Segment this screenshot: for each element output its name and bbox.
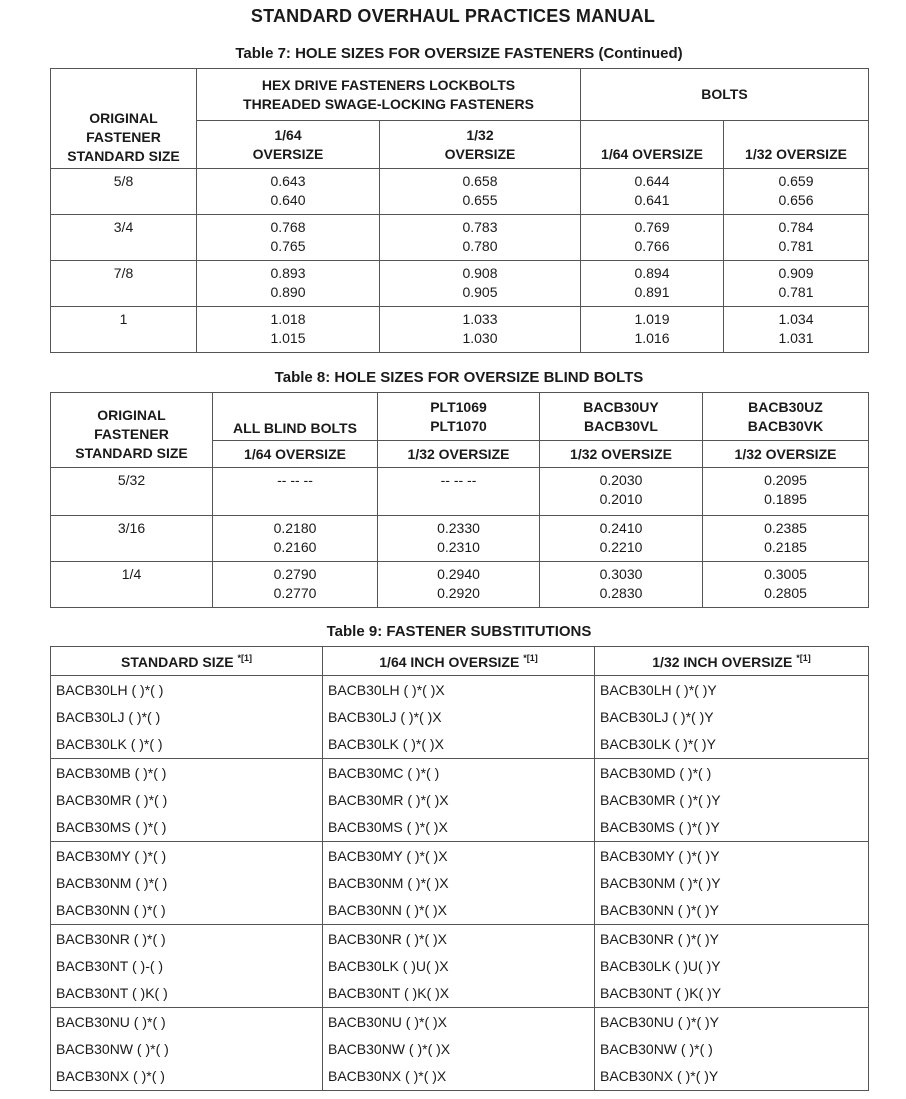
t7-cell: 0.894 0.891 — [581, 261, 724, 307]
t7-cell: 0.768 0.765 — [197, 215, 380, 261]
t7-cell: 1.033 1.030 — [380, 307, 581, 353]
t9-cell-1-32: BACB30MD ( )*( ) BACB30MR ( )*( )Y BACB30MS ( )*( )Y — [595, 759, 869, 842]
t7-cell: 0.644 0.641 — [581, 169, 724, 215]
t9-cell-1-64: BACB30NR ( )*( )X BACB30LK ( )U( )X BACB30NT ( )K( )X — [323, 925, 595, 1008]
t7-cell: 0.659 0.656 — [724, 169, 869, 215]
t8-size: 5/32 — [51, 468, 213, 516]
t9-header-label: 1/64 INCH OVERSIZE — [379, 653, 520, 670]
table-row — [51, 468, 869, 516]
page-title: STANDARD OVERHAUL PRACTICES MANUAL — [250, 6, 656, 26]
t9-cell-1-64: BACB30LH ( )*( )X BACB30LJ ( )*( )X BACB30LK ( )*( )X — [323, 676, 595, 759]
t7-cell: 1.034 1.031 — [724, 307, 869, 353]
table-row — [51, 759, 869, 842]
t7-header-bolts-1-32: 1/32 OVERSIZE — [724, 121, 869, 169]
table9 — [50, 646, 869, 1091]
t9-cell-1-32: BACB30NR ( )*( )Y BACB30LK ( )U( )Y BACB30NT ( )K( )Y — [595, 925, 869, 1008]
t8-header-all-blind: ALL BLIND BOLTS — [213, 393, 378, 441]
t9-cell-1-64: BACB30MC ( )*( ) BACB30MR ( )*( )X BACB30MS ( )*( )X — [323, 759, 595, 842]
t9-cell-std: BACB30NU ( )*( ) BACB30NW ( )*( ) BACB30NX ( )*( ) — [51, 1008, 323, 1091]
t7-size: 1 — [51, 307, 197, 353]
footnote-mark: *[1] — [796, 652, 811, 663]
table-row — [51, 516, 869, 562]
t8-header-sub2: 1/32 OVERSIZE — [378, 441, 540, 468]
t9-cell-1-64: BACB30MY ( )*( )X BACB30NM ( )*( )X BACB30NN ( )*( )X — [323, 842, 595, 925]
t8-header-sub3: 1/32 OVERSIZE — [540, 441, 703, 468]
t8-cell: 0.2790 0.2770 — [213, 562, 378, 608]
t7-cell: 0.643 0.640 — [197, 169, 380, 215]
table7 — [50, 68, 869, 353]
t7-header-hex-1-64: 1/64 OVERSIZE — [197, 121, 380, 169]
table7-caption: Table 7: HOLE SIZES FOR OVERSIZE FASTENERS (Continued) — [235, 45, 683, 62]
t7-cell: 0.893 0.890 — [197, 261, 380, 307]
t8-header-uy: BACB30UY BACB30VL — [540, 393, 703, 441]
t7-cell: 0.908 0.905 — [380, 261, 581, 307]
footnote-mark: *[1] — [523, 652, 538, 663]
t7-cell: 0.784 0.781 — [724, 215, 869, 261]
table-row — [51, 215, 869, 261]
t8-header-sub4: 1/32 OVERSIZE — [703, 441, 869, 468]
t8-cell: -- -- -- — [378, 468, 540, 516]
t8-header-sub1: 1/64 OVERSIZE — [213, 441, 378, 468]
t7-cell: 1.018 1.015 — [197, 307, 380, 353]
t8-cell: 0.3030 0.2830 — [540, 562, 703, 608]
table9-caption: Table 9: FASTENER SUBSTITUTIONS — [326, 623, 592, 640]
t7-header-original: ORIGINAL FASTENER STANDARD SIZE — [51, 69, 197, 169]
t9-cell-1-32: BACB30LH ( )*( )Y BACB30LJ ( )*( )Y BACB30LK ( )*( )Y — [595, 676, 869, 759]
t9-header-label: 1/32 INCH OVERSIZE — [652, 653, 793, 670]
t8-cell: 0.2030 0.2010 — [540, 468, 703, 516]
t7-cell: 0.909 0.781 — [724, 261, 869, 307]
table-row — [51, 562, 869, 608]
t7-cell: 0.658 0.655 — [380, 169, 581, 215]
t8-cell: 0.2095 0.1895 — [703, 468, 869, 516]
table-row — [51, 676, 869, 759]
table-row — [51, 925, 869, 1008]
t9-cell-1-32: BACB30NU ( )*( )Y BACB30NW ( )*( ) BACB30NX ( )*( )Y — [595, 1008, 869, 1091]
t8-size: 1/4 — [51, 562, 213, 608]
t8-cell: 0.3005 0.2805 — [703, 562, 869, 608]
t7-header-hex-1-32: 1/32 OVERSIZE — [380, 121, 581, 169]
t8-header-uz: BACB30UZ BACB30VK — [703, 393, 869, 441]
t7-cell: 1.019 1.016 — [581, 307, 724, 353]
t8-cell: 0.2940 0.2920 — [378, 562, 540, 608]
t7-cell: 0.783 0.780 — [380, 215, 581, 261]
t9-cell-std: BACB30MY ( )*( ) BACB30NM ( )*( ) BACB30NN ( )*( ) — [51, 842, 323, 925]
t8-cell: 0.2410 0.2210 — [540, 516, 703, 562]
t9-header-standard — [51, 647, 323, 676]
footnote-mark: *[1] — [237, 652, 252, 663]
table-row — [51, 1008, 869, 1091]
t7-header-hex-group: HEX DRIVE FASTENERS LOCKBOLTS THREADED SWAGE-LOCKING FASTENERS — [197, 69, 581, 121]
t9-cell-std: BACB30MB ( )*( ) BACB30MR ( )*( ) BACB30MS ( )*( ) — [51, 759, 323, 842]
t7-header-bolts-1-64: 1/64 OVERSIZE — [581, 121, 724, 169]
table-row — [51, 842, 869, 925]
t9-cell-std: BACB30NR ( )*( ) BACB30NT ( )-( ) BACB30NT ( )K( ) — [51, 925, 323, 1008]
t9-header-1-32 — [595, 647, 869, 676]
t8-header-plt: PLT1069 PLT1070 — [378, 393, 540, 441]
t7-size: 5/8 — [51, 169, 197, 215]
t9-header-1-64 — [323, 647, 595, 676]
t8-cell: 0.2330 0.2310 — [378, 516, 540, 562]
t8-size: 3/16 — [51, 516, 213, 562]
table8-caption: Table 8: HOLE SIZES FOR OVERSIZE BLIND BOLTS — [274, 369, 644, 386]
t8-cell: -- -- -- — [213, 468, 378, 516]
t8-header-original: ORIGINAL FASTENER STANDARD SIZE — [51, 393, 213, 468]
table-row — [51, 261, 869, 307]
t9-cell-1-64: BACB30NU ( )*( )X BACB30NW ( )*( )X BACB30NX ( )*( )X — [323, 1008, 595, 1091]
t7-header-bolts-group: BOLTS — [581, 69, 869, 121]
t7-size: 7/8 — [51, 261, 197, 307]
t8-cell: 0.2180 0.2160 — [213, 516, 378, 562]
table-row — [51, 307, 869, 353]
table-row — [51, 169, 869, 215]
t8-cell: 0.2385 0.2185 — [703, 516, 869, 562]
t9-cell-std: BACB30LH ( )*( ) BACB30LJ ( )*( ) BACB30LK ( )*( ) — [51, 676, 323, 759]
t9-cell-1-32: BACB30MY ( )*( )Y BACB30NM ( )*( )Y BACB30NN ( )*( )Y — [595, 842, 869, 925]
table8 — [50, 392, 869, 608]
t7-cell: 0.769 0.766 — [581, 215, 724, 261]
t7-size: 3/4 — [51, 215, 197, 261]
t9-header-label: STANDARD SIZE — [121, 653, 234, 670]
